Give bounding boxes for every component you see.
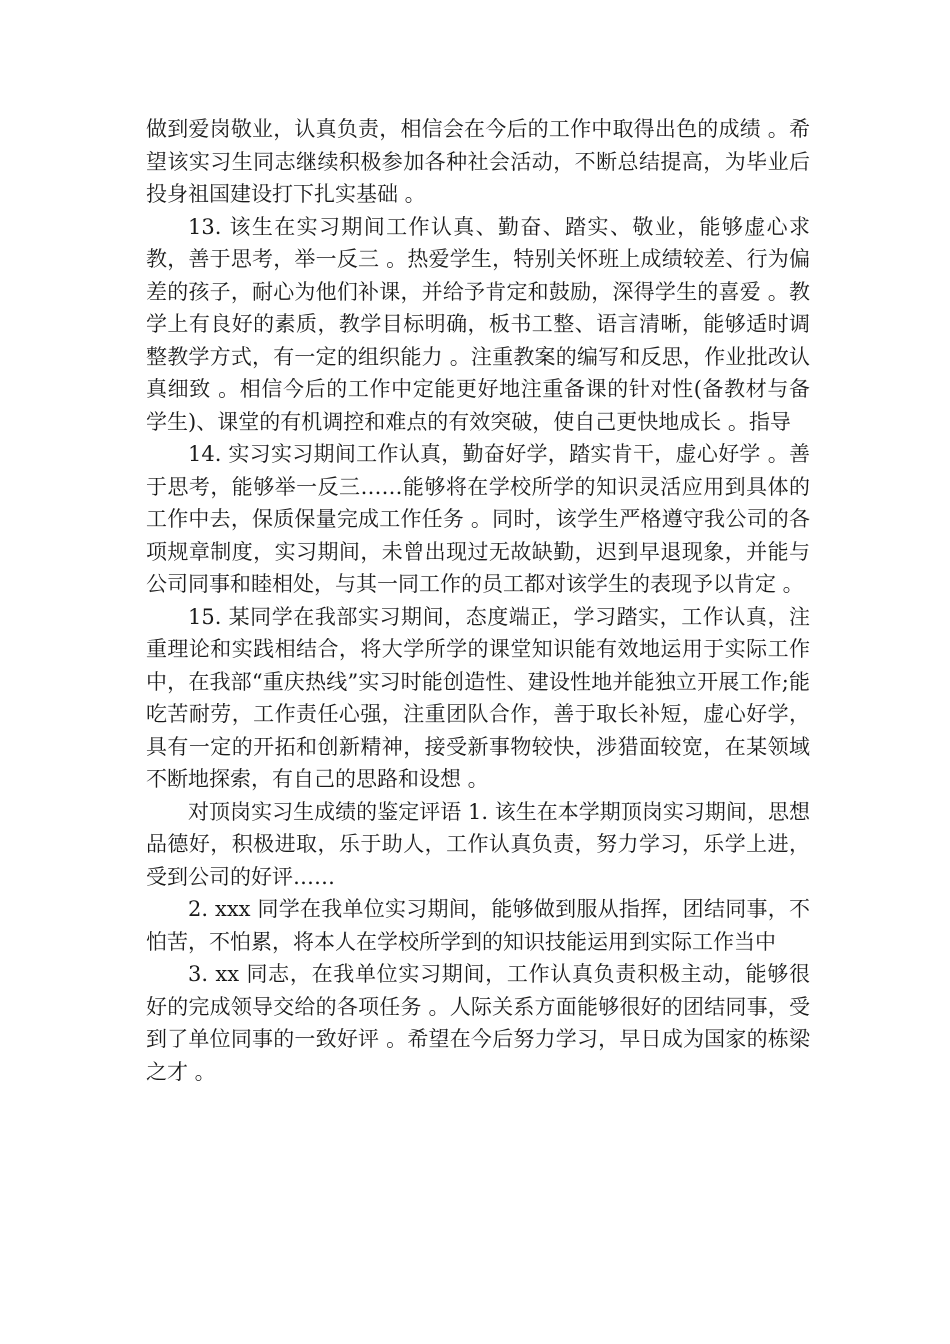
paragraph-section-heading: 对顶岗实习生成绩的鉴定评语 1. 该生在本学期顶岗实习期间，思想品德好，积极进取，乐于助人，工作认真负责，努力学习，乐学上进，受到公司的好评…… — [146, 799, 810, 889]
paragraph-13: 13. 该生在实习期间工作认真、勤奋、踏实、敬业，能够虚心求教，善于思考，举一反三 。热爱学生，特别关怀班上成绩较差、行为偏差的孩子，耐心为他们补课，并给予肯定和鼓励，深得学生的喜爱 。教学上有良好的素质，教学目标明确，板书工整、语言清晰，能够适时调整教学方式，有一定的组织能力 。注重教案的编写和反思，作业批改认真细致 。相信今后的工作中定能更好地注重备课的针对性(备教材与备学生)、课堂的有机调控和难点的有效突破，使自己更快地成长 。指导 — [146, 214, 810, 434]
document-body — [146, 113, 810, 1088]
paragraph-14: 14. 实习实习期间工作认真，勤奋好学，踏实肯干，虚心好学 。善于思考，能够举一反三……能够将在学校所学的知识灵活应用到具体的工作中去，保质保量完成工作任务 。同时，该学生严格遵守我公司的各项规章制度，实习期间，未曾出现过无故缺勤，迟到早退现象，并能与公司同事和睦相处，与其一同工作的员工都对该学生的表现予以肯定 。 — [146, 442, 810, 596]
paragraph-continuation: 做到爱岗敬业，认真负责，相信会在今后的工作中取得出色的成绩 。希望该实习生同志继续积极参加各种社会活动，不断总结提高，为毕业后投身祖国建设打下扎实基础 。 — [146, 117, 810, 206]
paragraph-15: 15. 某同学在我部实习期间，态度端正，学习踏实，工作认真，注重理论和实践相结合，将大学所学的课堂知识能有效地运用于实际工作中，在我部“重庆热线”实习时能创造性、建设性地并能独立开展工作;能吃苦耐劳，工作责任心强，注重团队合作，善于取长补短，虚心好学，具有一定的开拓和创新精神，接受新事物较快，涉猎面较宽，在某领域不断地探索，有自己的思路和设想 。 — [146, 604, 810, 791]
paragraph-3: 3. xx 同志，在我单位实习期间，工作认真负责积极主动，能够很好的完成领导交给的各项任务 。人际关系方面能够很好的团结同事，受到了单位同事的一致好评 。希望在今后努力学习，早日成为国家的栋梁之才 。 — [146, 962, 810, 1084]
paragraph-2: 2. xxx 同学在我单位实习期间，能够做到服从指挥，团结同事，不怕苦，不怕累，将本人在学校所学到的知识技能运用到实际工作当中 — [146, 897, 810, 954]
